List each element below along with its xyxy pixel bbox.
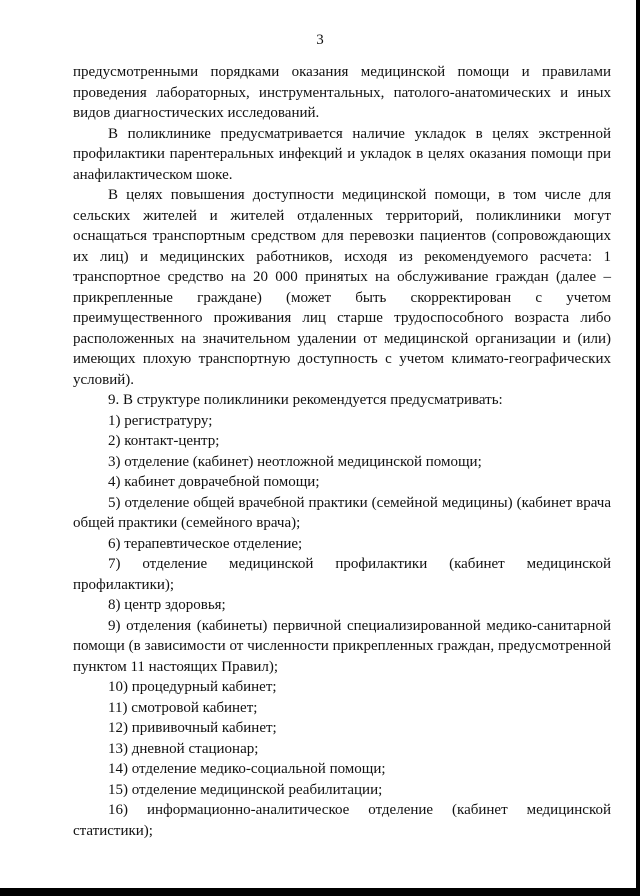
list-item: 11) смотровой кабинет; bbox=[108, 699, 258, 716]
list-item: 10) процедурный кабинет; bbox=[108, 679, 277, 695]
list-item: 1) регистратуру; bbox=[108, 412, 213, 429]
document-body bbox=[73, 62, 611, 841]
scan-edge-bottom bbox=[0, 888, 640, 896]
paragraph: В поликлинике предусматривается наличие укладок в целях экстренной профилактики парентеральных инфекций и укладок в целях оказания помощи при анафилактическом шоке. bbox=[73, 125, 611, 183]
list-item: 5) отделение общей врачебной практики (семейной медицины) (кабинет врача общей практики (семейного врача); bbox=[73, 494, 611, 531]
list-item: 7) отделение медицинской профилактики (кабинет медицинской профилактики); bbox=[73, 556, 611, 593]
paragraph: В целях повышения доступности медицинской помощи, в том числе для сельских жителей и жителей отдаленных территорий, поликлиники могут оснащаться транспортным средством для перевозки пациентов (сопровождающих их лиц) и медицинских работников, исходя из рекомендуемого расчета: 1 транспортное средство на 20 000 принятых на обслуживание граждан (далее – прикрепленные граждане) (может быть скорректирован с учетом преимущественного проживания лиц старше трудоспособного возраста либо расположенных на значительном удалении от медицинской организации и (или) имеющих плохую транспортную доступность с учетом климато-географических условий). bbox=[73, 187, 611, 388]
list-item: 6) терапевтическое отделение; bbox=[108, 535, 303, 552]
list-item: 16) информационно-аналитическое отделение (кабинет медицинской статистики); bbox=[73, 802, 611, 839]
list-item: 12) прививочный кабинет; bbox=[108, 720, 277, 736]
section-heading: 9. В структуре поликлиники рекомендуется предусматривать: bbox=[108, 392, 503, 408]
list-item: 8) центр здоровья; bbox=[108, 597, 226, 613]
list-item: 3) отделение (кабинет) неотложной медицинской помощи; bbox=[108, 453, 482, 470]
list-item: 9) отделения (кабинеты) первичной специализированной медико-санитарной помощи (в зависимости от численности прикрепленных граждан, предусмотренной пунктом 11 настоящих Правил); bbox=[73, 617, 611, 675]
scan-edge-right bbox=[636, 0, 640, 896]
page-number: 3 bbox=[316, 32, 324, 48]
list-item: 2) контакт-центр; bbox=[108, 433, 220, 449]
list-item: 13) дневной стационар; bbox=[108, 740, 259, 757]
list-item: 4) кабинет доврачебной помощи; bbox=[108, 474, 320, 490]
list-item: 14) отделение медико-социальной помощи; bbox=[108, 761, 386, 777]
paragraph: предусмотренными порядками оказания медицинской помощи и правилами проведения лабораторных, инструментальных, патолого-анатомических и иных видов диагностических исследований. bbox=[73, 64, 611, 121]
list-item: 15) отделение медицинской реабилитации; bbox=[108, 781, 383, 798]
